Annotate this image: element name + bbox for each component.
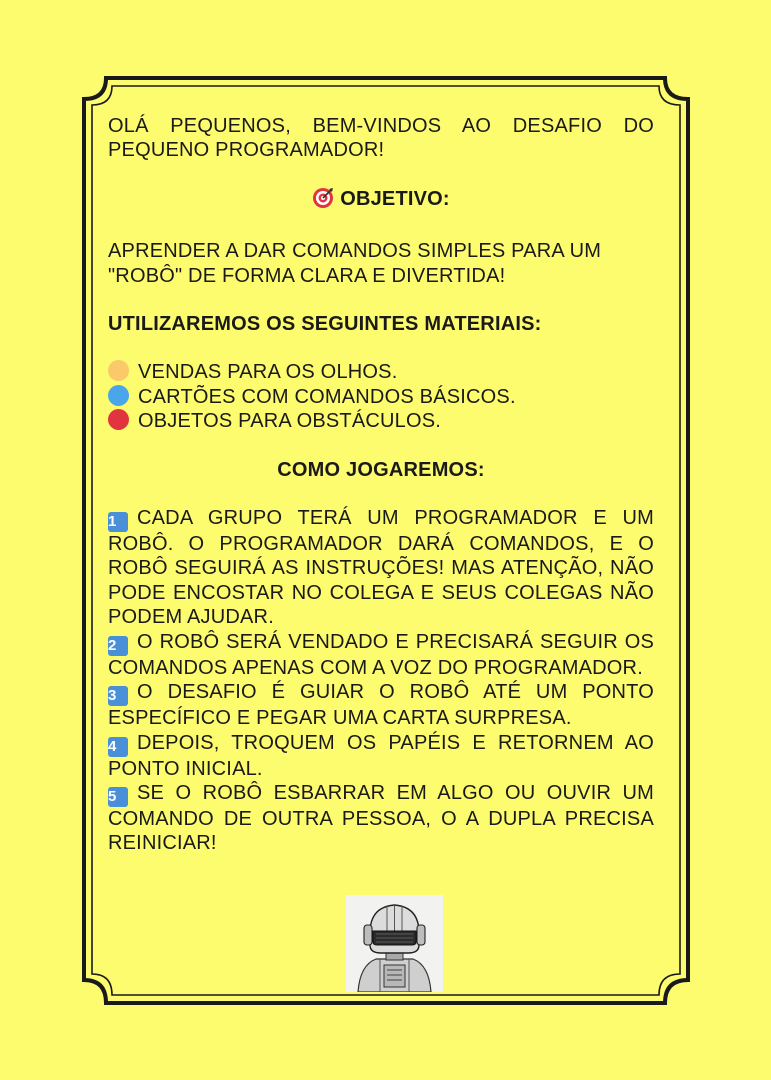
material-label: OBJETOS PARA OBSTÁCULOS. (138, 410, 442, 433)
number-badge: 5 (108, 787, 128, 807)
step-item (108, 680, 654, 730)
step-item (108, 781, 654, 856)
target-icon (312, 187, 334, 215)
howto-heading: COMO JOGAREMOS: (277, 458, 485, 481)
step-item (108, 506, 654, 630)
number-badge: 1 (108, 512, 128, 532)
number-badge: 4 (108, 737, 128, 757)
step-text: O ROBÔ SERÁ VENDADO E PRECISARÁ SEGUIR OS COMANDOS APENAS COM A VOZ DO PROGRAMADOR. (108, 630, 654, 679)
main-content (108, 114, 654, 856)
step-text: SE O ROBÔ ESBARRAR EM ALGO OU OUVIR UM COMANDO DE OUTRA PESSOA, O A DUPLA PRECISA REINICIAR! (108, 781, 654, 855)
steps-list (108, 506, 654, 856)
step-text: CADA GRUPO TERÁ UM PROGRAMADOR E UM ROBÔ. O PROGRAMADOR DARÁ COMANDOS, E O ROBÔ SEGUIRÁ AS INSTRUÇÕES! MAS ATENÇÃO, NÃO PODE ENCOSTAR NO COLEGA E SEUS COLEGAS NÃO PODEM AJUDAR. (108, 507, 654, 629)
objective-heading (108, 187, 654, 215)
material-item (108, 409, 654, 433)
material-item (108, 360, 654, 384)
materials-heading: UTILIZAREMOS OS SEGUINTES MATERIAIS: (108, 313, 542, 336)
intro-text: OLÁ PEQUENOS, BEM-VINDOS AO DESAFIO DO PEQUENO PROGRAMADOR! (108, 115, 654, 162)
number-badge: 3 (108, 686, 128, 706)
step-text: O DESAFIO É GUIAR O ROBÔ ATÉ UM PONTO ESPECÍFICO E PEGAR UMA CARTA SURPRESA. (108, 681, 654, 730)
material-label: CARTÕES COM COMANDOS BÁSICOS. (138, 385, 516, 408)
blue-circle-icon (108, 385, 129, 406)
number-badge: 2 (108, 636, 128, 656)
red-circle-icon (108, 409, 129, 430)
objective-heading-label: OBJETIVO: (340, 187, 450, 210)
materials-list (108, 360, 654, 433)
material-item (108, 385, 654, 409)
objective-text: APRENDER A DAR COMANDOS SIMPLES PARA UM "ROBÔ" DE FORMA CLARA E DIVERTIDA! (108, 240, 602, 287)
material-label: VENDAS PARA OS OLHOS. (138, 361, 398, 384)
step-item (108, 630, 654, 680)
step-item (108, 731, 654, 781)
orange-circle-icon (108, 360, 129, 381)
robot-illustration (346, 895, 443, 992)
step-text: DEPOIS, TROQUEM OS PAPÉIS E RETORNEM AO PONTO INICIAL. (108, 731, 654, 780)
